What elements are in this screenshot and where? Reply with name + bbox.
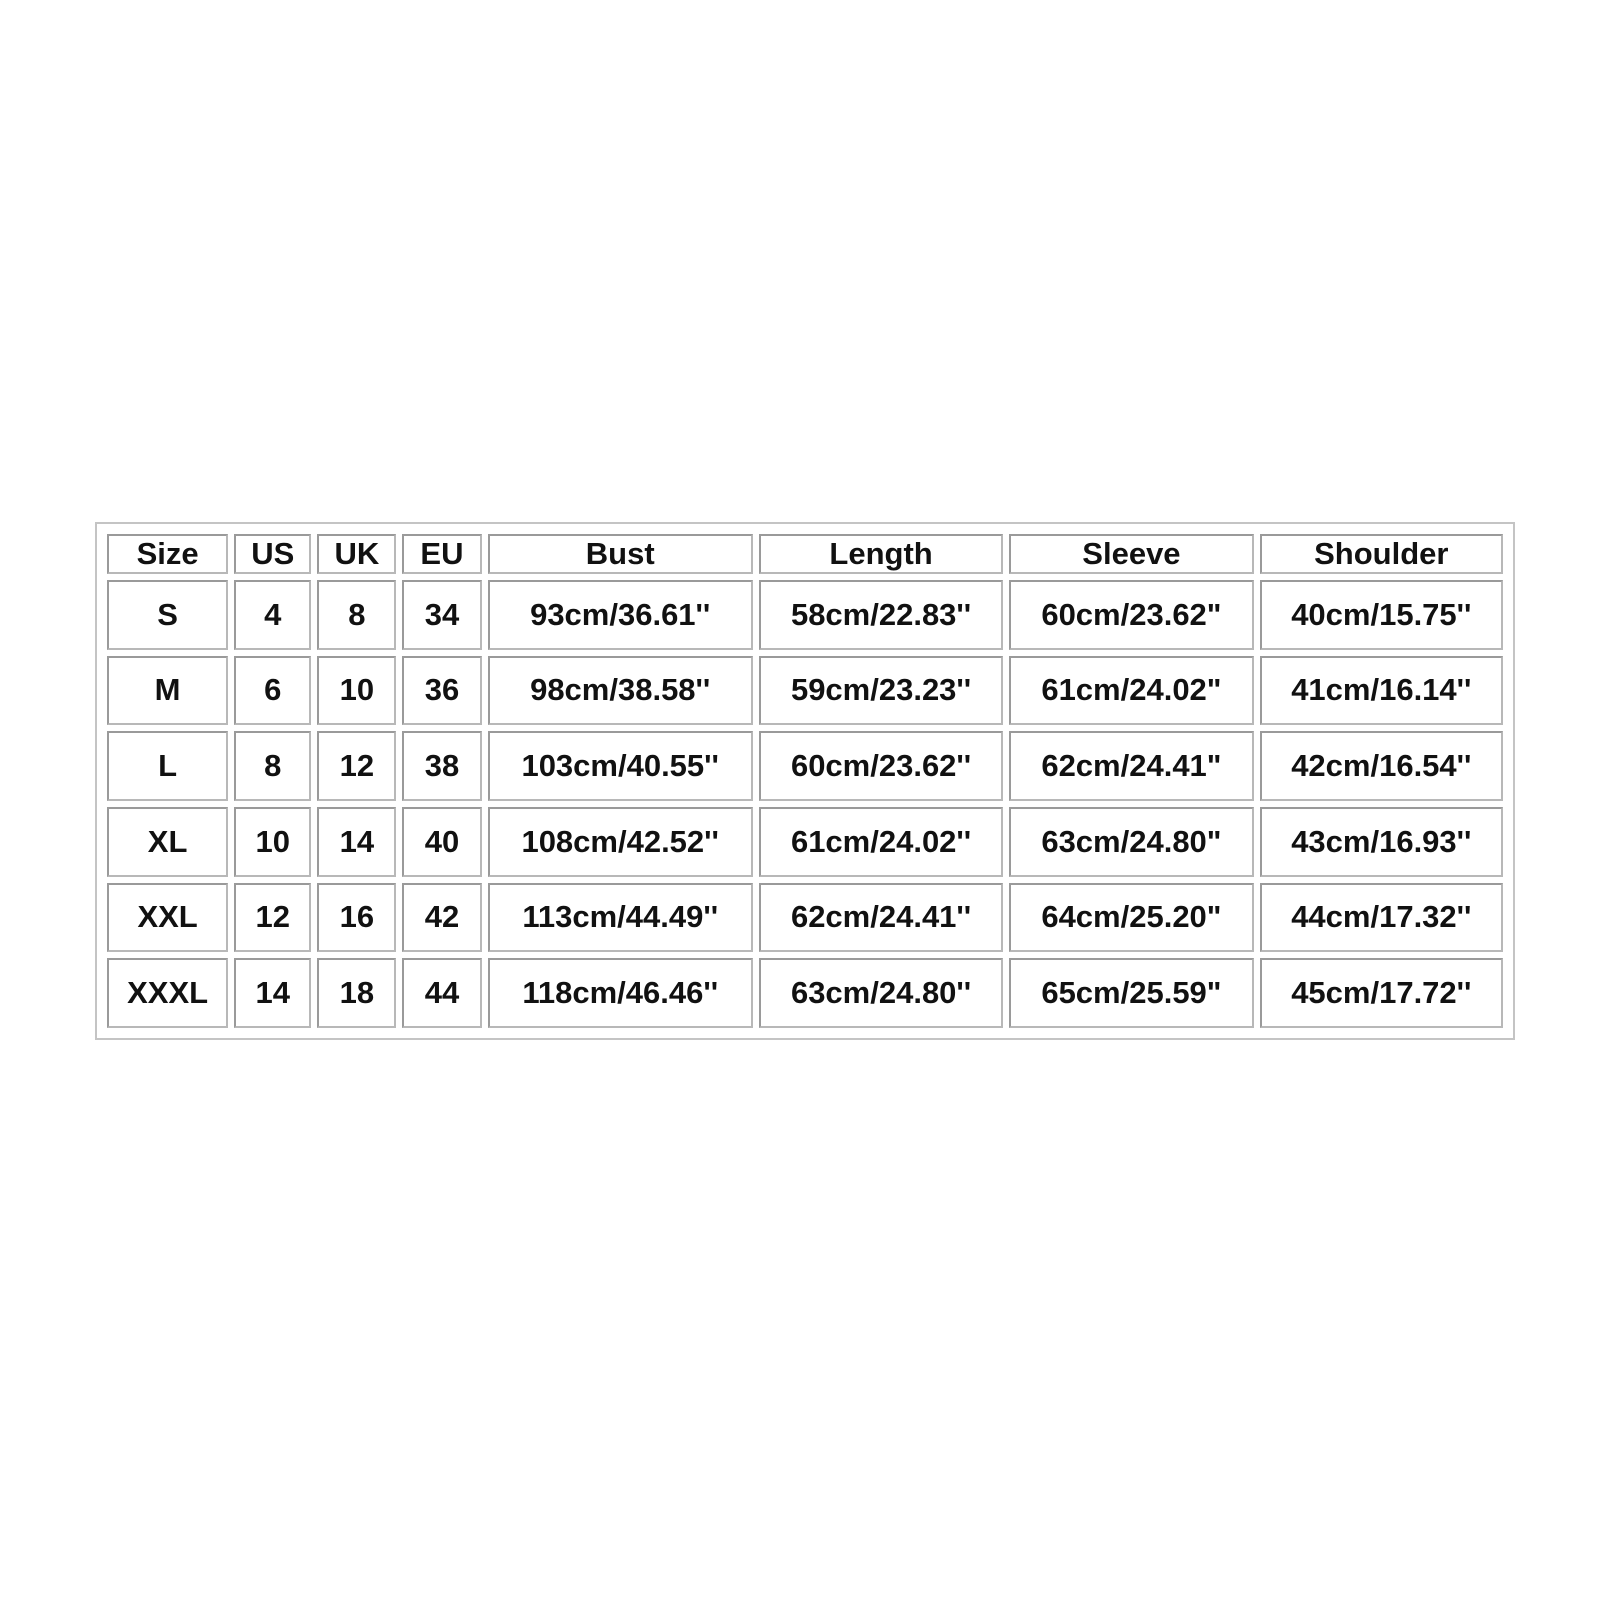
cell-uk: 18 — [317, 958, 396, 1028]
table-row — [107, 656, 1503, 726]
cell-eu: 36 — [402, 656, 481, 726]
cell-eu: 34 — [402, 580, 481, 650]
cell-size: XXL — [107, 883, 228, 953]
table-row — [107, 807, 1503, 877]
header-sleeve: Sleeve — [1009, 534, 1253, 574]
cell-sleeve: 61cm/24.02" — [1009, 656, 1253, 726]
cell-length: 62cm/24.41'' — [759, 883, 1003, 953]
cell-us: 10 — [234, 807, 311, 877]
cell-sleeve: 64cm/25.20" — [1009, 883, 1253, 953]
cell-bust: 103cm/40.55'' — [488, 731, 753, 801]
cell-shoulder: 42cm/16.54'' — [1260, 731, 1503, 801]
cell-us: 4 — [234, 580, 311, 650]
cell-uk: 16 — [317, 883, 396, 953]
table-row — [107, 883, 1503, 953]
cell-sleeve: 65cm/25.59" — [1009, 958, 1253, 1028]
cell-eu: 40 — [402, 807, 481, 877]
cell-bust: 93cm/36.61'' — [488, 580, 753, 650]
cell-shoulder: 43cm/16.93'' — [1260, 807, 1503, 877]
header-uk: UK — [317, 534, 396, 574]
header-size: Size — [107, 534, 228, 574]
cell-eu: 38 — [402, 731, 481, 801]
cell-us: 8 — [234, 731, 311, 801]
cell-uk: 12 — [317, 731, 396, 801]
table-row — [107, 731, 1503, 801]
cell-size: XL — [107, 807, 228, 877]
cell-size: M — [107, 656, 228, 726]
size-chart-table — [101, 528, 1509, 1034]
header-shoulder: Shoulder — [1260, 534, 1503, 574]
cell-shoulder: 40cm/15.75'' — [1260, 580, 1503, 650]
cell-sleeve: 60cm/23.62" — [1009, 580, 1253, 650]
cell-shoulder: 45cm/17.72'' — [1260, 958, 1503, 1028]
cell-size: L — [107, 731, 228, 801]
cell-uk: 8 — [317, 580, 396, 650]
table-row — [107, 580, 1503, 650]
table-row — [107, 958, 1503, 1028]
cell-eu: 44 — [402, 958, 481, 1028]
cell-size: S — [107, 580, 228, 650]
cell-sleeve: 63cm/24.80" — [1009, 807, 1253, 877]
cell-length: 63cm/24.80'' — [759, 958, 1003, 1028]
cell-size: XXXL — [107, 958, 228, 1028]
cell-bust: 108cm/42.52'' — [488, 807, 753, 877]
size-chart-frame — [95, 522, 1515, 1040]
cell-bust: 98cm/38.58'' — [488, 656, 753, 726]
header-eu: EU — [402, 534, 481, 574]
cell-length: 60cm/23.62'' — [759, 731, 1003, 801]
cell-bust: 113cm/44.49'' — [488, 883, 753, 953]
header-length: Length — [759, 534, 1003, 574]
header-row — [107, 534, 1503, 574]
cell-length: 58cm/22.83'' — [759, 580, 1003, 650]
cell-uk: 10 — [317, 656, 396, 726]
header-bust: Bust — [488, 534, 753, 574]
cell-length: 61cm/24.02'' — [759, 807, 1003, 877]
cell-us: 14 — [234, 958, 311, 1028]
cell-bust: 118cm/46.46'' — [488, 958, 753, 1028]
cell-shoulder: 41cm/16.14'' — [1260, 656, 1503, 726]
cell-shoulder: 44cm/17.32'' — [1260, 883, 1503, 953]
cell-uk: 14 — [317, 807, 396, 877]
cell-us: 6 — [234, 656, 311, 726]
cell-us: 12 — [234, 883, 311, 953]
header-us: US — [234, 534, 311, 574]
cell-sleeve: 62cm/24.41" — [1009, 731, 1253, 801]
cell-eu: 42 — [402, 883, 481, 953]
cell-length: 59cm/23.23'' — [759, 656, 1003, 726]
